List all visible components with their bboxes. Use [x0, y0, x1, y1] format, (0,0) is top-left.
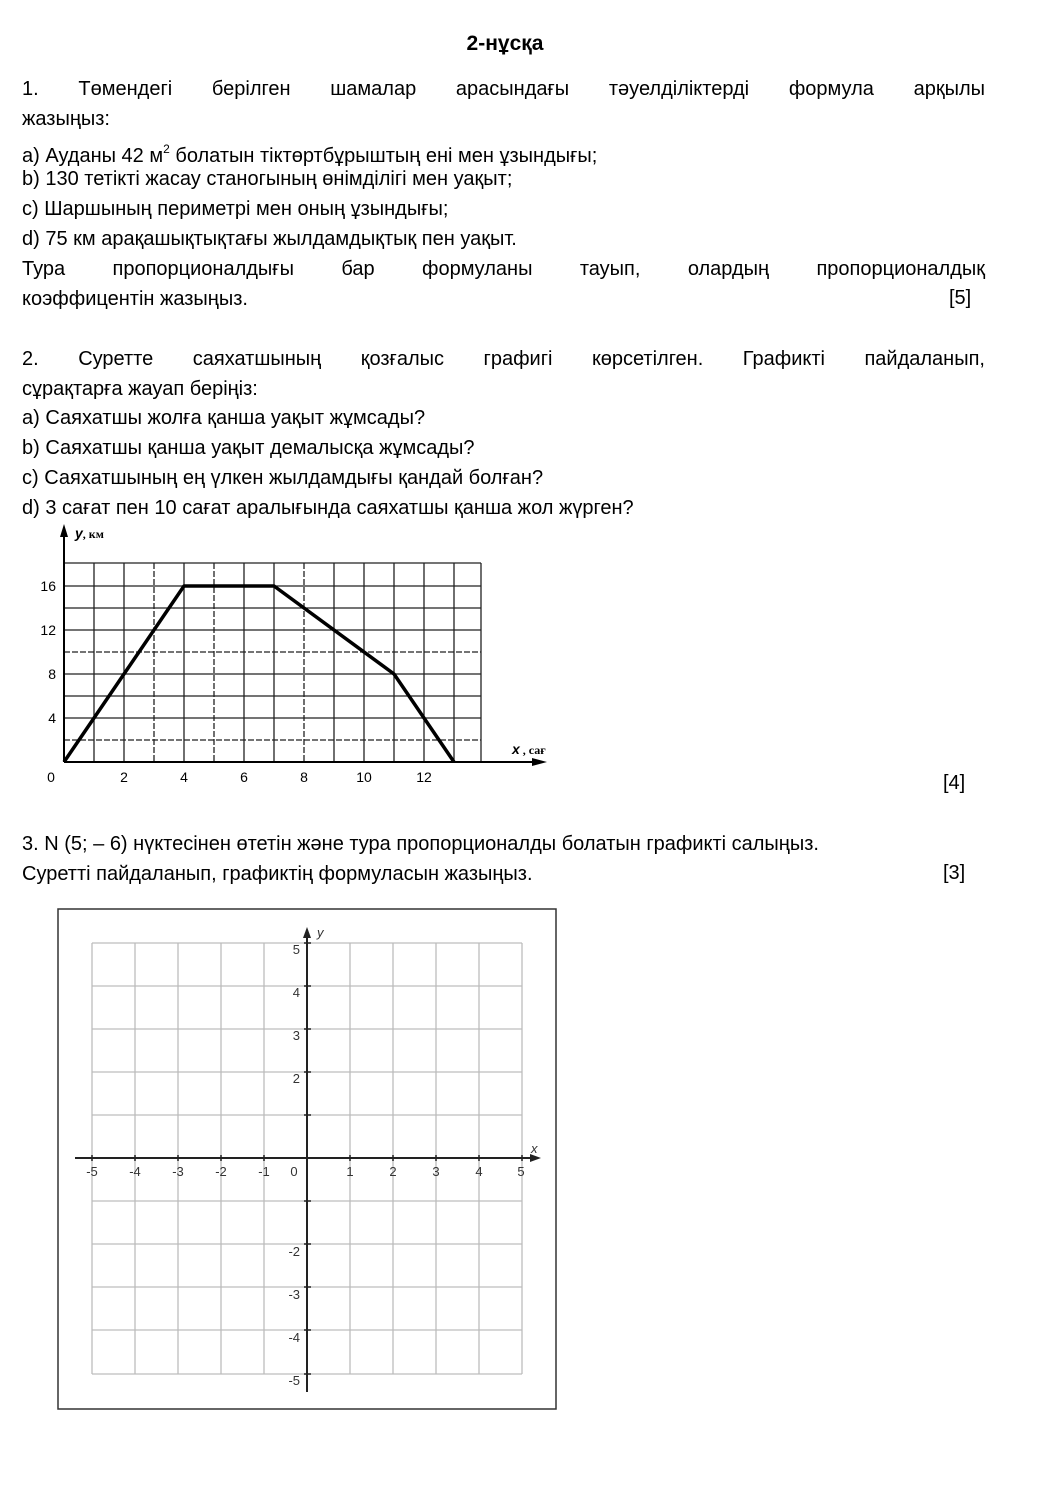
svg-text:-4: -4: [129, 1164, 141, 1179]
motion-graph-y-label: y, км: [75, 525, 104, 541]
q1-score: [5]: [949, 287, 972, 309]
q2-score: [4]: [943, 772, 966, 794]
coordinate-plane-y-label: y: [317, 925, 324, 940]
svg-text:0: 0: [47, 769, 55, 785]
motion-graph-y-ticks: [40, 578, 56, 726]
svg-text:8: 8: [48, 666, 56, 682]
q2-item-a: a) Саяхатшы жолға қанша уақыт жұмсады?: [22, 407, 426, 429]
svg-text:16: 16: [40, 578, 56, 594]
q1-task-line2: коэффицентін жазыңыз.: [22, 288, 248, 310]
svg-text:2: 2: [389, 1164, 397, 1179]
svg-text:-4: -4: [288, 1330, 300, 1345]
q1-intro-line2: жазыңыз:: [22, 108, 110, 130]
svg-text:8: 8: [300, 769, 308, 785]
svg-text:10: 10: [356, 769, 372, 785]
q2-intro-line2: сұрақтарға жауап беріңіз:: [22, 378, 258, 400]
svg-text:-1: -1: [258, 1164, 270, 1179]
svg-text:12: 12: [40, 622, 56, 638]
svg-text:2: 2: [292, 1071, 300, 1086]
svg-text:2: 2: [120, 769, 128, 785]
q2-intro-line1: 2. Суретте саяхатшының қозғалыс графигі көрсетілген. Графикті пайдаланып,: [22, 348, 985, 370]
q3-score: [3]: [943, 862, 966, 884]
q2-item-b: b) Саяхатшы қанша уақыт демалысқа жұмсады?: [22, 437, 475, 459]
svg-text:4: 4: [48, 710, 56, 726]
q1-item-d: d) 75 км арақашықтықтағы жылдамдықтық пен уақыт.: [22, 228, 517, 250]
q3-line1: 3. N (5; – 6) нүктесінен өтетін және тура пропорционалды болатын графикті салыңыз.: [22, 833, 819, 855]
q1-task-line1: Тура пропорционалдығы бар формуланы тауып, олардың пропорционалдық: [22, 258, 985, 280]
svg-text:4: 4: [475, 1164, 483, 1179]
q1-item-a-post: болатын тіктөртбұрыштың ені мен ұзындығы;: [169, 145, 598, 167]
svg-text:-5: -5: [288, 1373, 300, 1388]
svg-text:-2: -2: [288, 1244, 300, 1259]
svg-text:-5: -5: [86, 1164, 98, 1179]
q1-item-c: c) Шаршының периметрі мен оның ұзындығы;: [22, 198, 449, 220]
q1-item-a-sup: 2: [163, 142, 170, 156]
svg-text:5: 5: [517, 1164, 525, 1179]
coordinate-plane[interactable]: [0, 900, 600, 1420]
svg-text:-3: -3: [288, 1287, 300, 1302]
q2-item-d: d) 3 сағат пен 10 сағат аралығында саяхатшы қанша жол жүрген?: [22, 497, 634, 519]
q2-item-c: c) Саяхатшының ең үлкен жылдамдығы қандай болған?: [22, 467, 544, 489]
motion-graph-grid: [64, 563, 481, 762]
page-title: 2-нұсқа: [466, 32, 544, 55]
svg-text:6: 6: [240, 769, 248, 785]
motion-graph-x-label: x , сағ: [512, 741, 546, 757]
svg-text:3: 3: [432, 1164, 440, 1179]
svg-text:4: 4: [180, 769, 188, 785]
q1-item-a: [22, 137, 597, 168]
svg-text:1: 1: [346, 1164, 354, 1179]
svg-text:12: 12: [416, 769, 432, 785]
q1-item-b: b) 130 тетікті жасау станогының өнімділігі мен уақыт;: [22, 168, 513, 190]
motion-graph: [0, 520, 600, 800]
q1-item-a-pre: a) Ауданы 42 м: [22, 145, 164, 167]
svg-text:5: 5: [292, 942, 300, 957]
svg-text:4: 4: [292, 985, 300, 1000]
q3-line2: Суретті пайдаланып, графиктің формуласын жазыңыз.: [22, 863, 533, 885]
svg-text:-3: -3: [172, 1164, 184, 1179]
motion-graph-x-ticks: [47, 769, 432, 785]
svg-text:0: 0: [290, 1164, 298, 1179]
svg-text:3: 3: [292, 1028, 300, 1043]
svg-text:-2: -2: [215, 1164, 227, 1179]
coordinate-plane-x-label: x: [531, 1141, 538, 1156]
q1-intro-line1: 1. Төмендегі берілген шамалар арасындағы тәуелділіктерді формула арқылы: [22, 78, 985, 100]
